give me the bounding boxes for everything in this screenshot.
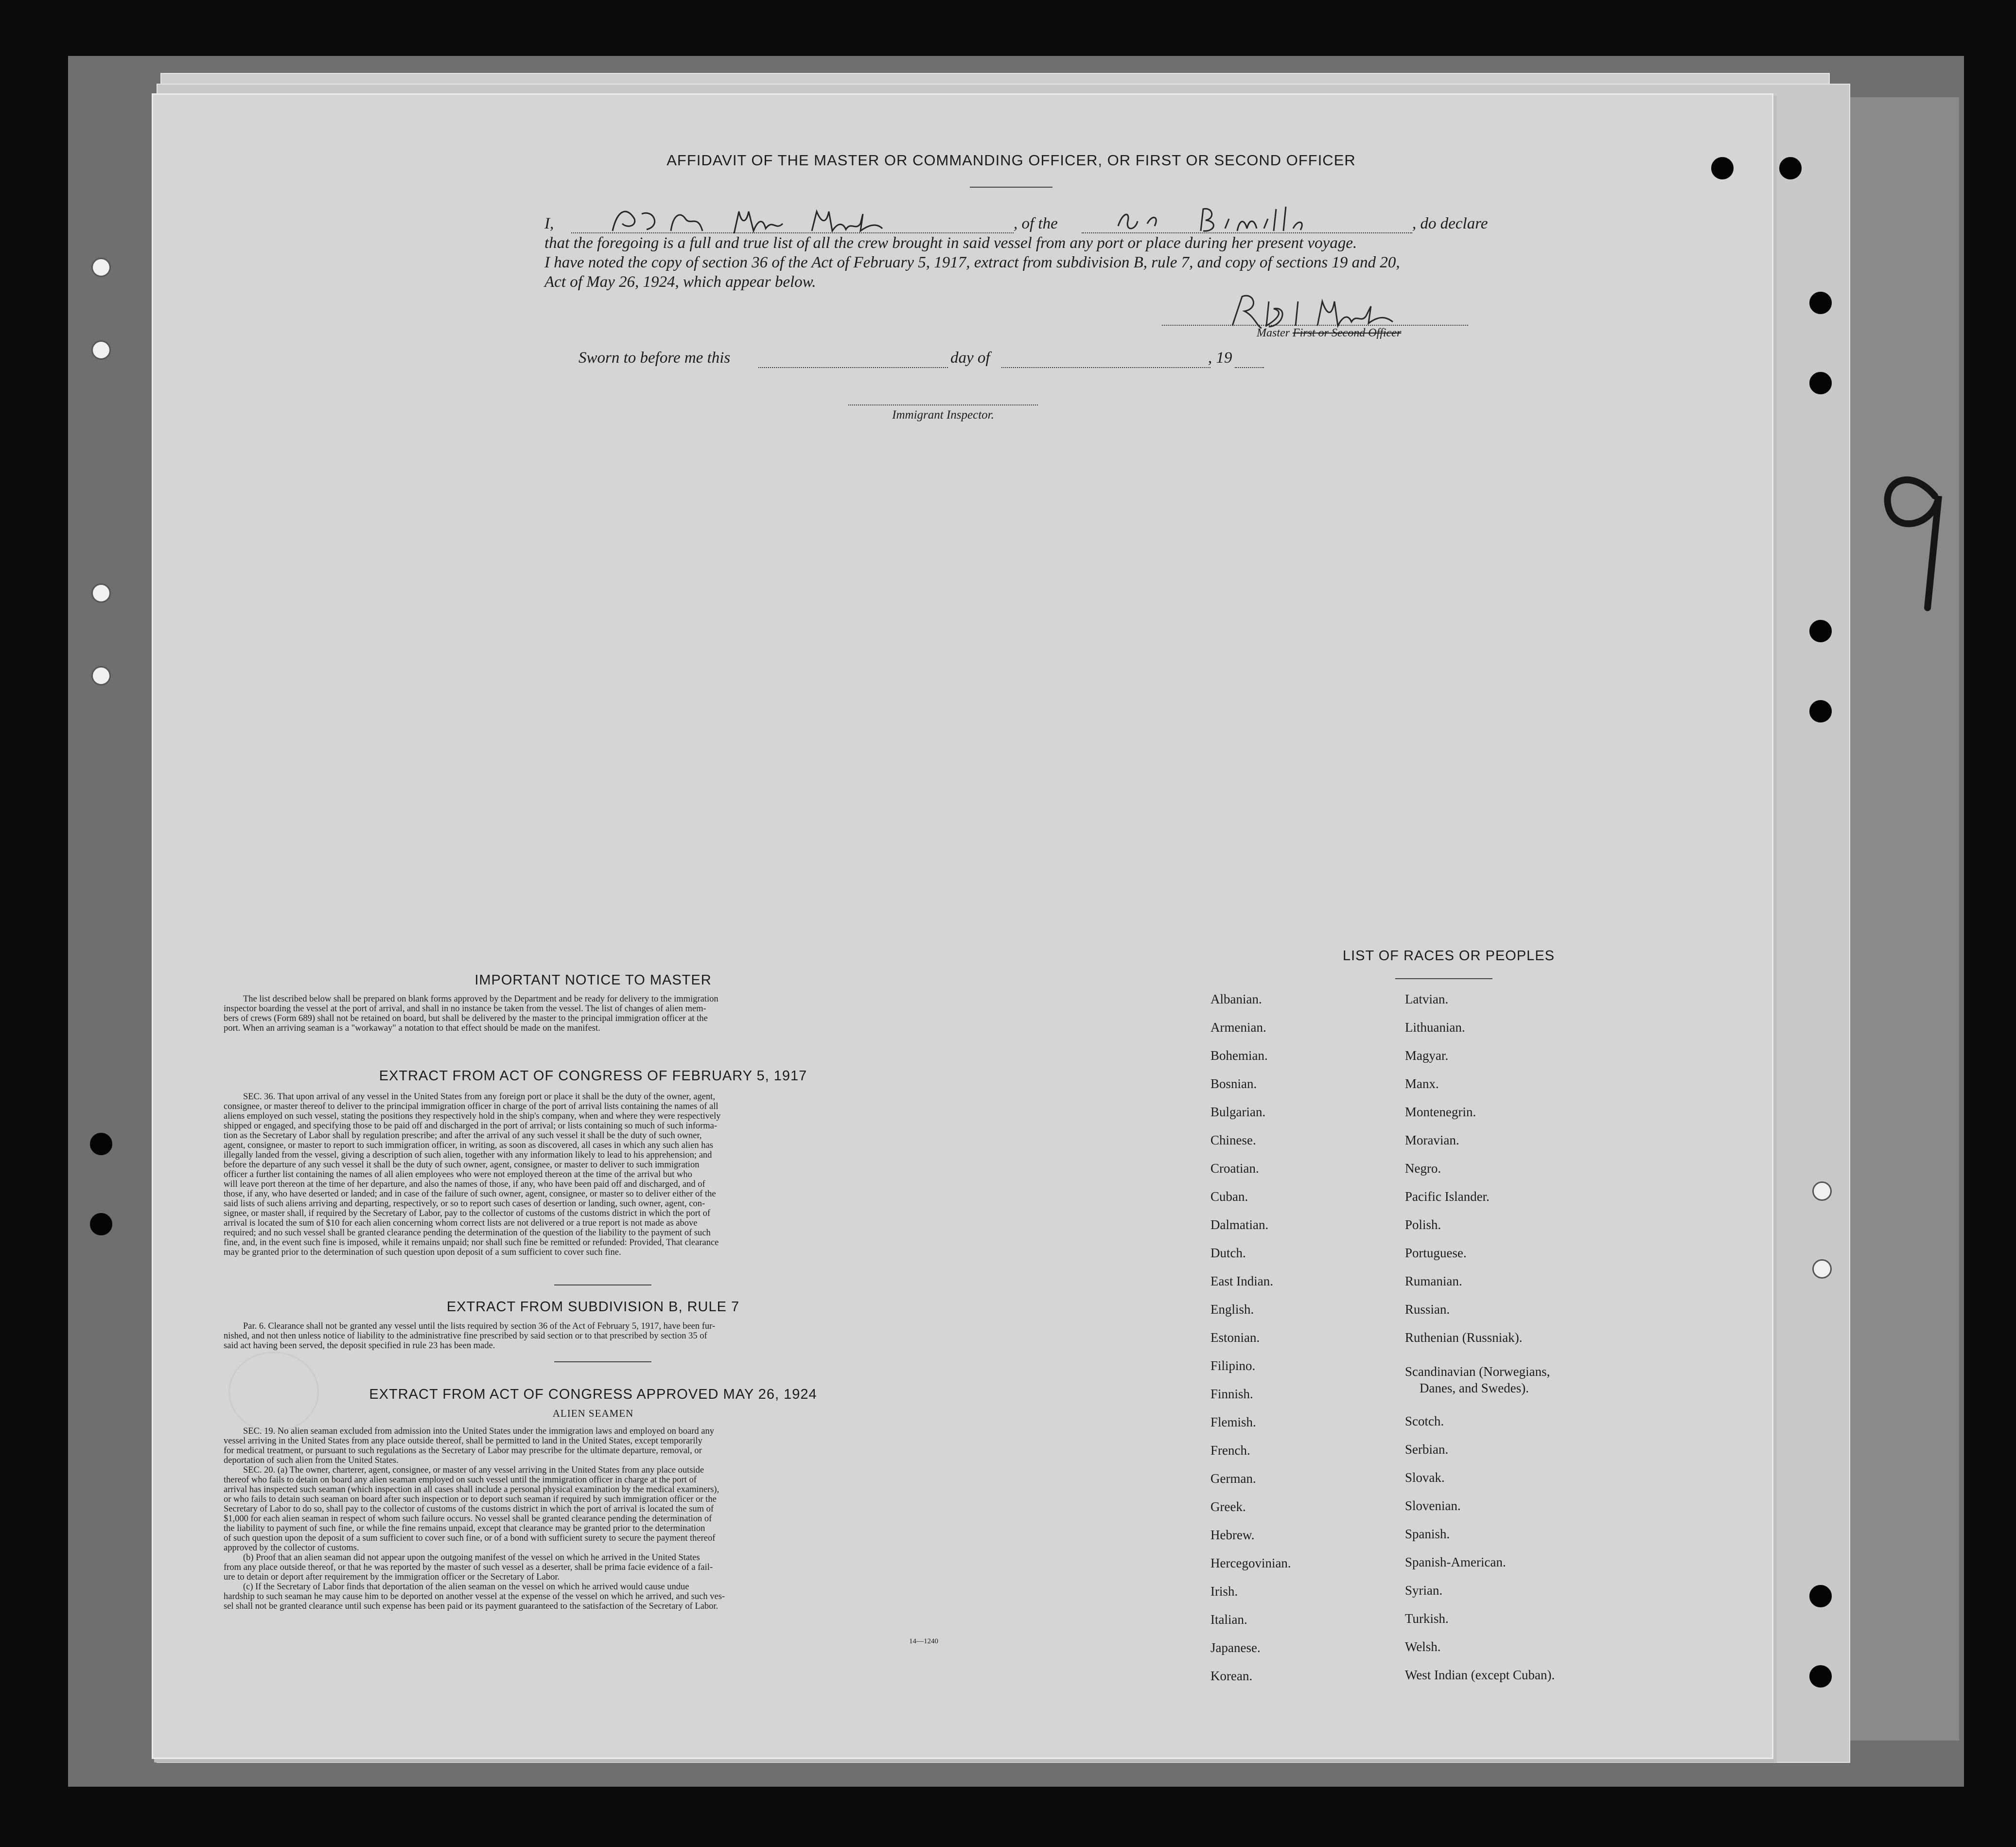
- race-entry: Manx.: [1405, 1076, 1439, 1091]
- section-rule: [554, 1361, 651, 1362]
- race-entry: Latvian.: [1405, 992, 1449, 1006]
- handwritten-page-number: [1876, 462, 1954, 617]
- race-entry: Cuban.: [1210, 1189, 1248, 1204]
- rule-line: said act having been served, the deposit specified in rule 23 has been made.: [224, 1341, 495, 1351]
- race-entry: Bosnian.: [1210, 1076, 1257, 1091]
- notice-line: bers of crews (Form 689) shall not be retained on board, but shall be delivered by the master to the principal immigration officer at the: [224, 1014, 708, 1023]
- race-entry: Flemish.: [1210, 1415, 1256, 1429]
- law-line: consignee, or master thereof to deliver to the principal immigration officer in charge of the port of arrival lists containing the names of all: [224, 1102, 719, 1111]
- race-entry: East Indian.: [1210, 1274, 1273, 1288]
- race-entry: Bulgarian.: [1210, 1105, 1266, 1119]
- race-entry: West Indian (except Cuban).: [1405, 1668, 1555, 1682]
- punch-hole: [1711, 157, 1734, 179]
- law-line: arrival is located the sum of $10 for each alien concerning whom correct lists are not delivered or a true report is not made as above: [224, 1218, 698, 1228]
- punch-hole: [91, 258, 111, 277]
- race-entry: Hebrew.: [1210, 1528, 1255, 1542]
- race-entry: English.: [1210, 1302, 1254, 1317]
- law-line: deportation of such alien from the United States.: [224, 1456, 399, 1465]
- law-line: or who fails to detain such seaman on board after such inspection or to deport such seaman if required by such immigration officer or the: [224, 1495, 717, 1504]
- law-line: illegally landed from the vessel, giving a description of such alien, together with any information likely to lead to his apprehension; and: [224, 1150, 712, 1160]
- punch-hole: [1809, 1585, 1832, 1607]
- law-line: the liability to payment of such fine, or while the fine remains unpaid, except that clearance may be granted prior to the determination: [224, 1524, 705, 1533]
- law-line: $1,000 for each alien seaman in respect of whom such failure occurs. No vessel shall be granted clearance pending the determination of: [224, 1514, 712, 1524]
- law-line: shipped or engaged, and specifying those to be paid off and discharged in the port of arrival; or lists containing so much of such informa-: [224, 1121, 718, 1131]
- race-entry: Chinese.: [1210, 1133, 1256, 1147]
- sworn-date-field[interactable]: [758, 367, 948, 368]
- punch-hole: [1809, 1665, 1832, 1688]
- affidavit-line-3: I have noted the copy of section 36 of the Act of February 5, 1917, extract from subdivision B, rule 7, and copy of sections 19 and 20,: [544, 254, 1400, 271]
- race-entry: Montenegrin.: [1405, 1105, 1476, 1119]
- race-entry: Slovenian.: [1405, 1498, 1461, 1513]
- section-rule: [554, 1284, 651, 1285]
- sworn-day-label: day of: [950, 349, 990, 367]
- punch-hole: [91, 340, 111, 360]
- race-entry: Welsh.: [1405, 1639, 1441, 1654]
- law-line: arrival has inspected such seaman (which inspection in all cases shall include a personal physical examination by the medical examiners),: [224, 1485, 719, 1495]
- race-entry: Turkish.: [1405, 1611, 1449, 1626]
- extract-1924-body: [224, 1426, 963, 1611]
- law-line: SEC. 19. No alien seaman excluded from admission into the United States under the immigration laws and employed on board any: [243, 1426, 714, 1436]
- race-entry: Albanian.: [1210, 992, 1262, 1006]
- rule-line: Par. 6. Clearance shall not be granted any vessel until the lists required by section 36 of the Act of February 5, 1917, have been fur-: [243, 1321, 716, 1331]
- law-line: aliens employed on such vessel, stating the positions they respectively hold in the ship's company, when and where they were respectively: [224, 1111, 721, 1121]
- law-line: (b) Proof that an alien seaman did not appear upon the outgoing manifest of the vessel on which he arrived in the United States: [243, 1553, 700, 1563]
- signature-caption: [1257, 327, 1401, 340]
- law-line: from any place outside thereof, or that he was reported by the master of such vessel as a deserter, shall be prima facie evidence of a fail-: [224, 1563, 713, 1572]
- punch-hole: [91, 583, 111, 603]
- race-entry: Portuguese.: [1405, 1246, 1467, 1260]
- punch-hole: [1812, 1259, 1832, 1279]
- sworn-prefix: Sworn to before me this: [579, 349, 731, 367]
- law-line: required; and no such vessel shall be granted clearance pending the determination of the question of the liability to the payment of such: [224, 1228, 711, 1238]
- law-line: (c) If the Secretary of Labor finds that deportation of the alien seaman on the vessel on which he arrived would cause undue: [243, 1582, 689, 1592]
- law-line: of such question upon the deposit of a sum sufficient to cover such fine, or of a bond with sufficient surety to secure the payment thereof: [224, 1533, 716, 1543]
- race-entry: Polish.: [1405, 1217, 1441, 1232]
- affidavit-line-4: Act of May 26, 1924, which appear below.: [544, 273, 816, 291]
- race-entry: Lithuanian.: [1405, 1020, 1465, 1035]
- race-entry-continuation: Danes, and Swedes).: [1420, 1381, 1529, 1395]
- punch-hole: [1809, 372, 1832, 394]
- law-line: SEC. 20. (a) The owner, charterer, agent, consignee, or master of any vessel arriving in the United States from any place outside: [243, 1465, 704, 1475]
- inspector-caption: Immigrant Inspector.: [892, 408, 994, 422]
- law-line: Secretary of Labor to do so, shall pay to the collector of customs of the customs district in which the port of arrival is located the sum of: [224, 1504, 714, 1514]
- race-entry: Scotch.: [1405, 1414, 1444, 1428]
- race-entry: Korean.: [1210, 1669, 1253, 1683]
- punch-hole: [90, 1133, 112, 1155]
- race-entry: Syrian.: [1405, 1583, 1443, 1598]
- affidavit-title: AFFIDAVIT OF THE MASTER OR COMMANDING OFFICER, OR FIRST OR SECOND OFFICER: [666, 152, 1356, 169]
- rule7-title: EXTRACT FROM SUBDIVISION B, RULE 7: [446, 1299, 740, 1315]
- race-entry: Spanish.: [1405, 1527, 1450, 1541]
- law-line: fine, and, in the event such fine is imposed, while it remains unpaid; nor shall such fine be remitted or refunded: Provided, That clearance: [224, 1238, 719, 1248]
- title-rule: [970, 187, 1052, 188]
- races-title: LIST OF RACES OR PEOPLES: [1342, 948, 1555, 964]
- law-line: vessel arriving in the United States from any place outside thereof, shall be permitted to land in the United States, except temporarily: [224, 1436, 702, 1446]
- races-right-column: [1405, 992, 1658, 1692]
- race-entry: Bohemian.: [1210, 1048, 1268, 1063]
- punch-hole: [91, 666, 111, 686]
- form-number: 14—1240: [909, 1637, 938, 1645]
- law-line: those, if any, who have deserted or landed; and in case of the failure of such owner, agent, consignee, or master so to deliver either of the: [224, 1189, 716, 1199]
- handwritten-signature: [1225, 292, 1429, 331]
- handwritten-vessel-name: [1113, 202, 1356, 238]
- do-declare-label: , do declare: [1412, 215, 1488, 232]
- race-entry: Rumanian.: [1405, 1274, 1462, 1288]
- race-entry: Estonian.: [1210, 1330, 1260, 1345]
- law-line: SEC. 36. That upon arrival of any vessel in the United States from any foreign port or place it shall be the duty of the owner, agent,: [243, 1092, 715, 1102]
- notice-line: The list described below shall be prepared on blank forms approved by the Department and be ready for delivery to the immigration: [243, 994, 719, 1004]
- race-entry: Russian.: [1405, 1302, 1450, 1317]
- punch-hole: [1809, 620, 1832, 642]
- of-the-label: , of the: [1014, 215, 1058, 232]
- race-entry: Irish.: [1210, 1584, 1238, 1599]
- law-line: will leave port thereon at the time of her departure, and also the names of those, if any, who have been paid off and discharged, and of: [224, 1179, 705, 1189]
- race-entry: Dutch.: [1210, 1246, 1246, 1260]
- race-entry: German.: [1210, 1471, 1256, 1486]
- sworn-year-label: , 19: [1208, 349, 1232, 367]
- race-entry: Greek.: [1210, 1499, 1246, 1514]
- extract-1924-title: EXTRACT FROM ACT OF CONGRESS APPROVED MAY 26, 1924: [369, 1387, 817, 1402]
- law-line: sel shall not be granted clearance until such expense has been paid or its payment guaranteed to the satisfaction of the Secretary of Labor.: [224, 1601, 719, 1611]
- rule7-body: [224, 1321, 963, 1351]
- race-entry: Scandinavian (Norwegians,: [1405, 1364, 1550, 1379]
- race-entry: Italian.: [1210, 1612, 1247, 1627]
- law-line: thereof who fails to detain on board any alien seaman employed on such vessel until the immigration officer in charge at the port of: [224, 1475, 697, 1485]
- law-line: agent, consignee, or master to report to such immigration officer, in writing, as soon as discovered, all cases in which any such alien has: [224, 1141, 713, 1150]
- caption-struck-officer: First or Second Officer: [1293, 327, 1402, 339]
- races-left-column: [1210, 992, 1385, 1692]
- extract-1917-body: [224, 1092, 963, 1257]
- races-title-rule: [1395, 978, 1492, 979]
- law-line: ure to detain or deport after requirement by the immigration officer or the Secretary of Labor.: [224, 1572, 560, 1582]
- race-entry: Slovak.: [1405, 1470, 1445, 1485]
- race-entry: Armenian.: [1210, 1020, 1266, 1035]
- caption-master: Master: [1257, 327, 1290, 339]
- race-entry: Filipino.: [1210, 1358, 1256, 1373]
- punch-hole: [1809, 700, 1832, 722]
- extract-1917-title: EXTRACT FROM ACT OF CONGRESS OF FEBRUARY 5, 1917: [379, 1068, 807, 1084]
- hand-signature-text: [1225, 311, 1227, 312]
- race-entry: Finnish.: [1210, 1387, 1253, 1401]
- affidavit-line-2: that the foregoing is a full and true list of all the crew brought in said vessel from any port or place during her present voyage.: [544, 234, 1357, 252]
- handwritten-master-name: [608, 204, 919, 238]
- punch-hole: [1779, 157, 1802, 179]
- rule-line: nished, and not then unless notice of liability to the administrative fine prescribed by said section or to that prescribed by section 35 of: [224, 1331, 707, 1341]
- sworn-year-field[interactable]: [1235, 367, 1264, 368]
- notice-line: inspector boarding the vessel at the port of arrival, and shall in no instance be taken from the vessel. The list of changes of alien mem-: [224, 1004, 706, 1014]
- punch-hole: [1812, 1181, 1832, 1201]
- race-entry: Magyar.: [1405, 1048, 1449, 1063]
- law-line: approved by the collector of customs.: [224, 1543, 359, 1553]
- extract-1924-subtitle: ALIEN SEAMEN: [552, 1407, 634, 1419]
- law-line: signee, or master shall, if required by the Secretary of Labor, pay to the collector of customs of the customs district in which the port of: [224, 1209, 711, 1218]
- affidavit-pronoun: I,: [544, 215, 554, 232]
- law-line: said lists of such aliens arriving and departing, respectively, or so to report such cases of desertion or landing, such owner, agent, con-: [224, 1199, 705, 1209]
- race-entry: Dalmatian.: [1210, 1217, 1269, 1232]
- race-entry: Spanish-American.: [1405, 1555, 1506, 1569]
- punch-hole: [1809, 292, 1832, 314]
- race-entry: Moravian.: [1405, 1133, 1459, 1147]
- race-entry: Ruthenian (Russniak).: [1405, 1330, 1523, 1345]
- race-entry: Hercegovinian.: [1210, 1556, 1291, 1570]
- race-entry: Serbian.: [1405, 1442, 1449, 1457]
- notice-body: [224, 994, 963, 1033]
- sworn-month-field[interactable]: [1001, 367, 1210, 368]
- law-line: for medical treatment, or pursuant to such regulations as the Secretary of Labor may prescribe for the ultimate departure, removal, or: [224, 1446, 702, 1456]
- race-entry: Croatian.: [1210, 1161, 1259, 1176]
- race-entry: Pacific Islander.: [1405, 1189, 1490, 1204]
- punch-hole: [90, 1213, 112, 1235]
- race-entry: Negro.: [1405, 1161, 1441, 1176]
- law-line: officer a further list containing the names of all alien employees who were not employed thereon at the time of the arrival but who: [224, 1170, 692, 1179]
- race-entry: Japanese.: [1210, 1640, 1261, 1655]
- law-line: may be granted prior to the determination of such question upon deposit of a sum sufficient to cover such fine.: [224, 1248, 621, 1257]
- notice-line: port. When an arriving seaman is a "workaway" a notation to that effect should be made on the manifest.: [224, 1023, 600, 1033]
- law-line: before the departure of any such vessel it shall be the duty of such owner, agent, consignee, or master to deliver to such immigration: [224, 1160, 700, 1170]
- law-line: tion as the Secretary of Labor shall by regulation prescribe; and after the arrival of any such vessel it shall be the duty of such owner,: [224, 1131, 702, 1141]
- law-line: hardship to such seaman he may cause him to be deported on another vessel at the expense of the vessel on which he arrived, and such ves-: [224, 1592, 725, 1601]
- race-entry: French.: [1210, 1443, 1250, 1458]
- notice-title: IMPORTANT NOTICE TO MASTER: [474, 972, 712, 988]
